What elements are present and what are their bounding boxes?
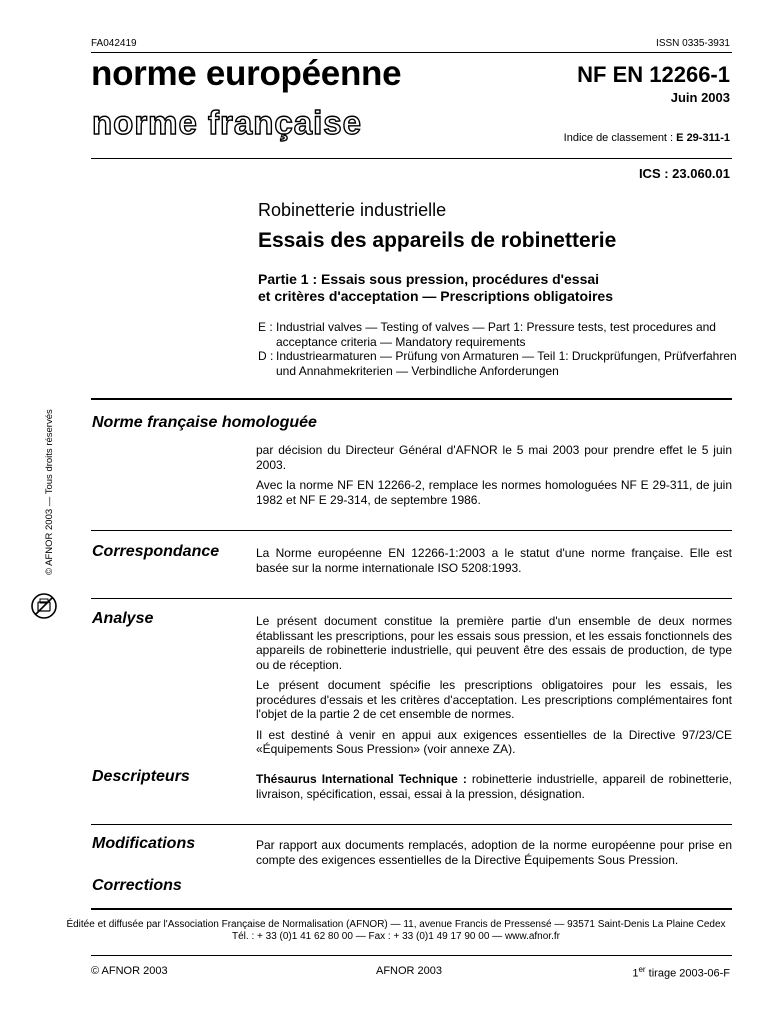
print-run bbox=[632, 965, 730, 980]
section-rule bbox=[91, 398, 732, 400]
paragraph: Le présent document spécifie les prescriptions obligatoires pour les essais, les procédures d'essais et les critères d'acceptation. Les prescriptions complémentaires font l'objet de la partie 2 de cet ensemble de normes. bbox=[256, 678, 732, 721]
translation-english bbox=[258, 320, 738, 349]
section-title-analyse: Analyse bbox=[92, 610, 154, 627]
section-title-correspondance: Correspondance bbox=[92, 543, 220, 560]
issn: ISSN 0335-3931 bbox=[656, 38, 730, 49]
no-photocopy-icon bbox=[30, 592, 58, 620]
section-body-correspondance bbox=[256, 546, 732, 581]
section-body-descripteurs bbox=[256, 772, 732, 807]
translation-text: Industriearmaturen — Prüfung von Armaturen — Teil 1: Druckprüfungen, Prüfverfahren und Annahmekriterien — Verbindliche Anforderungen bbox=[276, 349, 737, 378]
publisher-contact: Tél. : + 33 (0)1 41 62 80 00 — Fax : + 33 (0)1 49 17 90 00 — www.afnor.fr bbox=[232, 931, 560, 942]
footer-center: AFNOR 2003 bbox=[376, 965, 443, 977]
paragraph: Il est destiné à venir en appui aux exigences essentielles de la Directive 97/23/CE «Équipements Sous Pression» (voir annexe ZA). bbox=[256, 727, 732, 756]
standard-number: NF EN 12266-1 bbox=[577, 62, 730, 87]
section-title-homologuee: Norme française homologuée bbox=[92, 414, 317, 431]
thesaurus-label: Thésaurus International Technique : bbox=[256, 772, 467, 786]
section-body-modifications bbox=[256, 838, 732, 873]
publisher-address: Éditée et diffusée par l'Association Française de Normalisation (AFNOR) — 11, avenue Francis de Pressensé — 93571 Saint-Denis La Plaine Cedex bbox=[66, 919, 726, 930]
classification-label: Indice de classement : bbox=[563, 132, 674, 144]
section-rule bbox=[91, 598, 732, 599]
print-details: tirage 2003-06-F bbox=[645, 967, 730, 980]
paragraph: La Norme européenne EN 12266-1:2003 a le statut d'une norme française. Elle est basée sur la norme internationale ISO 5208:1993. bbox=[256, 546, 732, 575]
part-title bbox=[258, 271, 728, 305]
paragraph: Avec la norme NF EN 12266-2, remplace les normes homologuées NF E 29-311, de juin 1982 et NF E 29-314, de septembre 1986. bbox=[256, 478, 732, 507]
translation-text: Industrial valves — Testing of valves — Part 1: Pressure tests, test procedures and acceptance criteria — Mandatory requirements bbox=[276, 320, 716, 349]
title-european-standard: norme européenne bbox=[91, 54, 402, 93]
ics-code: ICS : 23.060.01 bbox=[638, 166, 730, 181]
section-title-descripteurs: Descripteurs bbox=[92, 768, 190, 785]
publication-date: Juin 2003 bbox=[670, 90, 730, 105]
translation-german bbox=[258, 349, 738, 378]
section-title-corrections: Corrections bbox=[92, 877, 182, 894]
translation-code: E : bbox=[258, 320, 273, 334]
paragraph: par décision du Directeur Général d'AFNOR le 5 mai 2003 pour prendre effet le 5 juin 2003. bbox=[256, 443, 732, 472]
section-rule bbox=[91, 824, 732, 825]
title-translations bbox=[258, 320, 738, 378]
publisher-info bbox=[60, 919, 732, 943]
document-title: Essais des appareils de robinetterie bbox=[258, 229, 617, 252]
paragraph: Par rapport aux documents remplacés, adoption de la norme européenne pour prise en compte des exigences essentielles de la Directive Équipements Sous Pression. bbox=[256, 838, 732, 867]
document-subject: Robinetterie industrielle bbox=[258, 200, 447, 220]
footer-rule bbox=[91, 908, 732, 910]
section-title-modifications: Modifications bbox=[92, 835, 196, 852]
part-title-line2: et critères d'acceptation — Prescriptions obligatoires bbox=[258, 288, 613, 304]
footer-copyright: © AFNOR 2003 bbox=[91, 965, 168, 977]
reference-code: FA042419 bbox=[91, 38, 137, 49]
ics-rule bbox=[91, 158, 732, 159]
paragraph bbox=[256, 772, 732, 801]
header-rule bbox=[91, 52, 732, 53]
vertical-copyright: © AFNOR 2003 — Tous droits réservés bbox=[44, 409, 55, 575]
section-body-analyse bbox=[256, 614, 732, 763]
paragraph: Le présent document constitue la première partie d'un ensemble de deux normes établissant les prescriptions, pour les essais sous pression, et les essais fonctionnels des appareils de robinetterie industrielle, qui peuvent être des essais de production, de type ou de réception. bbox=[256, 614, 732, 672]
descriptor-keywords: robinetterie industrielle, appareil de robinetterie, livraison, spécification, essai, essai à la pression, désignation. bbox=[256, 772, 733, 801]
title-french-standard: norme française bbox=[92, 104, 362, 141]
part-title-line1: Partie 1 : Essais sous pression, procédures d'essai bbox=[258, 271, 600, 287]
print-number: 1 bbox=[632, 967, 639, 980]
section-body-homologuee bbox=[256, 443, 732, 513]
classification-index bbox=[564, 132, 730, 144]
print-ordinal: er bbox=[638, 965, 646, 974]
translation-code: D : bbox=[258, 349, 274, 363]
classification-value: E 29-311-1 bbox=[676, 132, 730, 144]
section-rule bbox=[91, 530, 732, 531]
footer-bottom-rule bbox=[91, 955, 732, 956]
